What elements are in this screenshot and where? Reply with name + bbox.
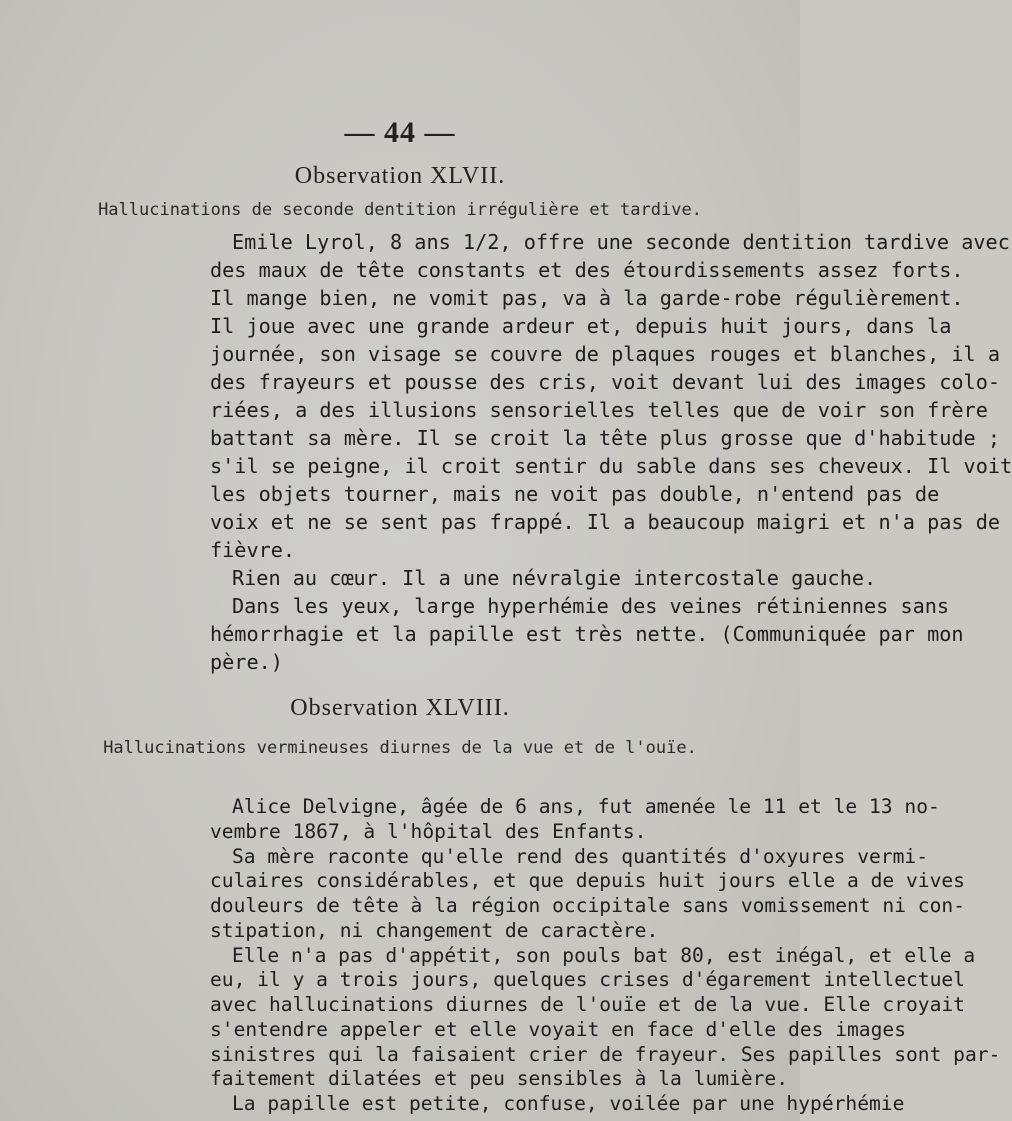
text-line: s'entendre appeler et elle voyait en face d'elle des images: [210, 1018, 906, 1041]
text-line: avec hallucinations diurnes de l'ouïe et de la vue. Elle croyait: [210, 993, 965, 1016]
text-line: père.): [210, 650, 283, 674]
text-line: journée, son visage se couvre de plaques rouges et blanches, il a: [210, 342, 1001, 366]
text-line: eu, il y a trois jours, quelques crises d'égarement intellectuel: [210, 968, 965, 991]
text-line: Il mange bien, ne vomit pas, va à la garde-robe régulièrement.: [210, 286, 964, 310]
text-line: Il joue avec une grande ardeur et, depuis huit jours, dans la: [210, 314, 952, 338]
text-line: douleurs de tête à la région occipitale sans vomissement ni con-: [210, 894, 965, 917]
text-line: faitement dilatées et peu sensibles à la lumière.: [210, 1067, 789, 1090]
text-line: des maux de tête constants et des étourdissements assez forts.: [210, 258, 964, 282]
text-line: stipation, ni changement de caractère.: [210, 919, 659, 942]
text-line: Alice Delvigne, âgée de 6 ans, fut amenée le 11 et le 13 no-: [232, 795, 940, 818]
text-line: des frayeurs et pousse des cris, voit devant lui des images colo-: [210, 370, 1001, 394]
text-line: sinistres qui la faisaient crier de frayeur. Ses papilles sont par-: [210, 1043, 1001, 1066]
text-line: battant sa mère. Il se croit la tête plus grosse que d'habitude ;: [210, 426, 1001, 450]
text-line: riées, a des illusions sensorielles telles que de voir son frère: [210, 398, 988, 422]
text-line: les objets tourner, mais ne voit pas double, n'entend pas de: [210, 482, 940, 506]
text-line: Elle n'a pas d'appétit, son pouls bat 80, est inégal, et elle a: [232, 944, 976, 967]
observation-title: Observation XLVIII.: [290, 695, 510, 721]
text-line: voix et ne se sent pas frappé. Il a beaucoup maigri et n'a pas de: [210, 510, 1001, 534]
text-line: La papille est petite, confuse, voilée par une hypérhémie: [232, 1092, 905, 1115]
text-line: s'il se peigne, il croit sentir du sable dans ses cheveux. Il voit: [210, 454, 1012, 478]
observation-subtitle: Hallucinations vermineuses diurnes de la vue et de l'ouïe.: [103, 738, 697, 758]
text-line: vembre 1867, à l'hôpital des Enfants.: [210, 820, 647, 843]
observation-subtitle: Hallucinations de seconde dentition irrégulière et tardive.: [98, 200, 702, 220]
observation-title: Observation XLVII.: [294, 163, 506, 189]
text-line: culaires considérables, et que depuis huit jours elle a de vives: [210, 869, 965, 892]
text-line: Rien au cœur. Il a une névralgie intercostale gauche.: [232, 566, 877, 590]
text-line: fièvre.: [210, 538, 296, 562]
text-line: Emile Lyrol, 8 ans 1/2, offre une seconde dentition tardive avec: [232, 230, 1010, 254]
page-number: — 44 —: [344, 116, 456, 149]
text-line: Sa mère raconte qu'elle rend des quantités d'oxyures vermi-: [232, 845, 928, 868]
text-line: hémorrhagie et la papille est très nette. (Communiquée par mon: [210, 622, 964, 646]
text-line: Dans les yeux, large hyperhémie des veines rétiniennes sans: [232, 594, 950, 618]
